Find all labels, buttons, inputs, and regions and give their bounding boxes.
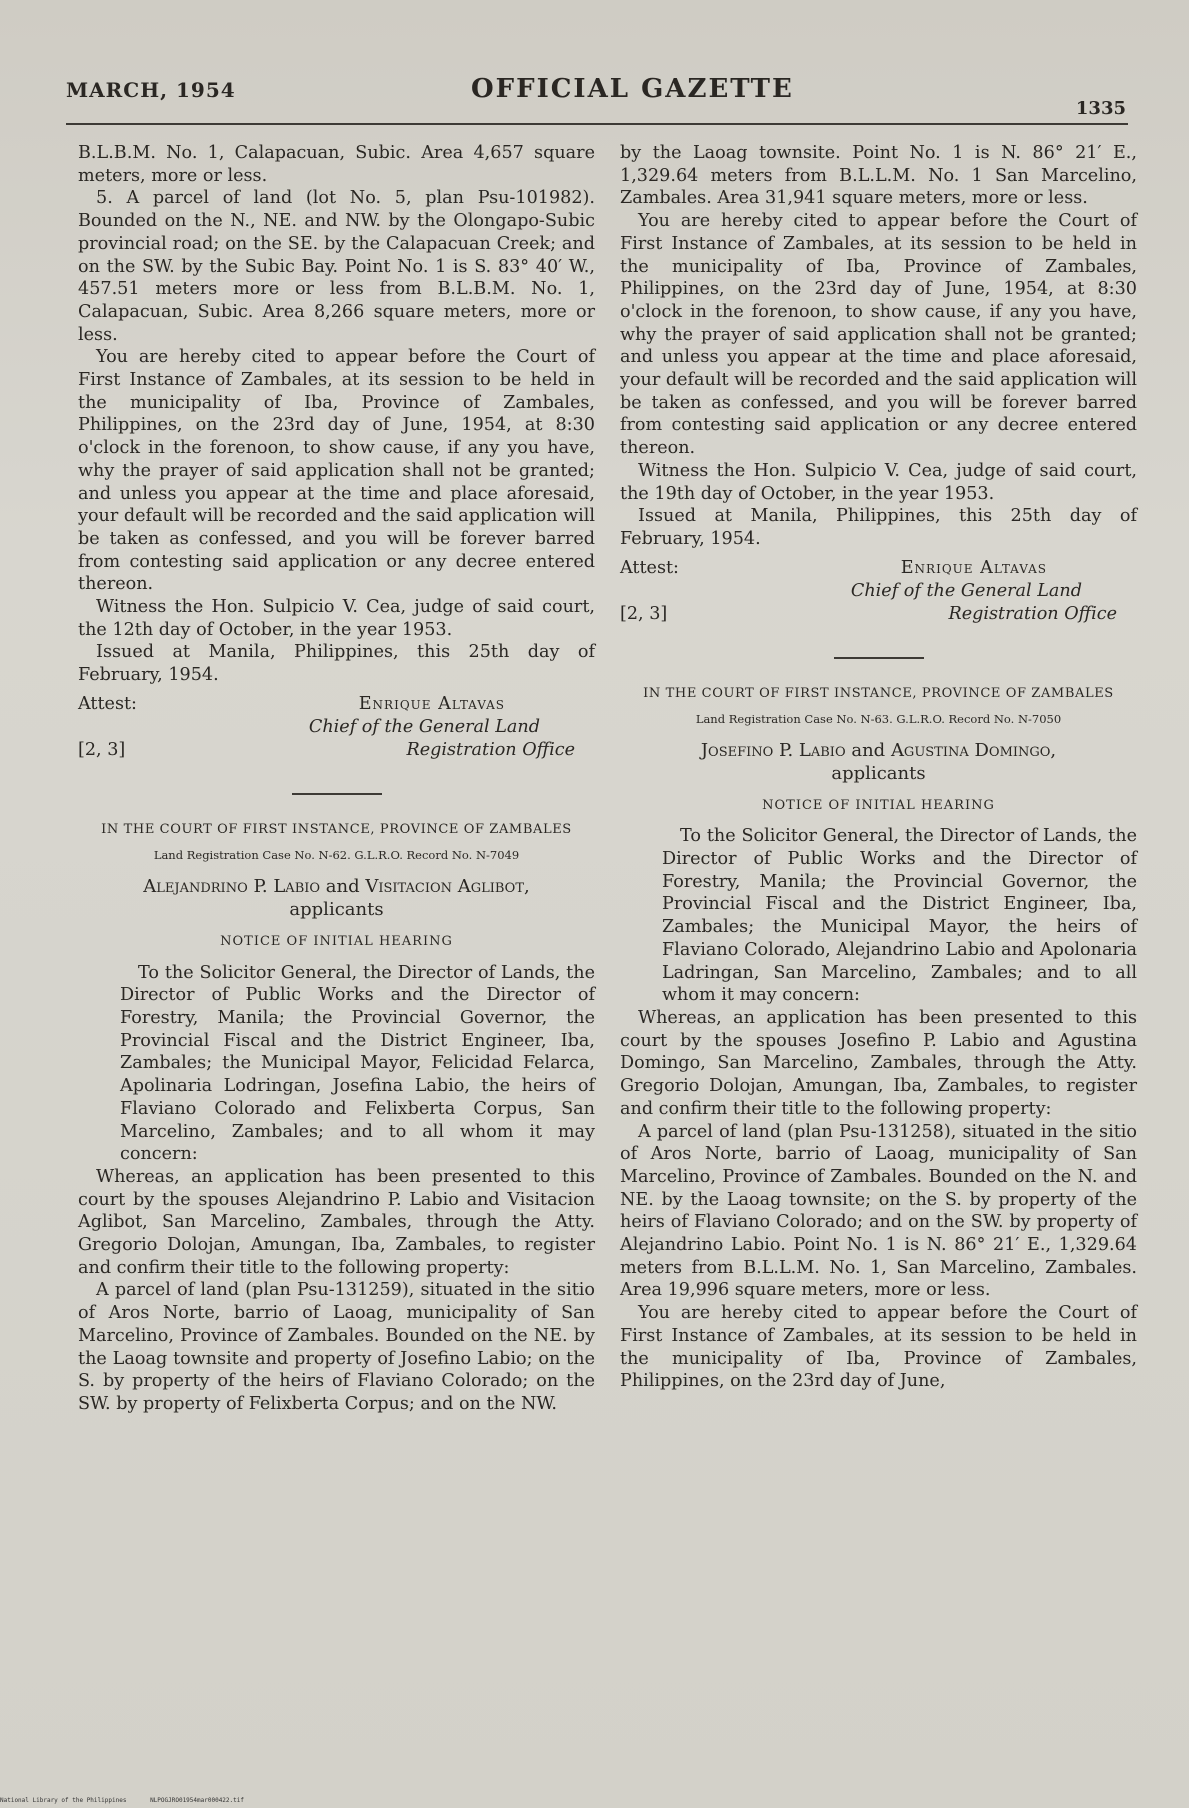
conjunction: and <box>325 875 360 897</box>
attestation-block <box>78 693 595 765</box>
paragraph: Issued at Manila, Philippines, this 25th day of February, 1954. <box>620 506 1137 549</box>
addressees: To the Solicitor General, the Director of Lands, the Director of Public Works and the Director of Forestry, Manila; the Provincial Governor, the Provincial Fiscal and the District Engineer, Iba, Zambales; the Municipal Mayor, Felicidad Felarca, Apolinaria Lodringan, Josefina Labio, the heirs of Flaviano Colorado and Felixberta Corpus, San Marcelino, Zambales; and to all whom it may concern: <box>120 962 595 1165</box>
attestation-block <box>620 557 1137 629</box>
court-heading: IN THE COURT OF FIRST INSTANCE, PROVINCE OF ZAMBALES <box>643 685 1114 701</box>
issue-reference: [2, 3] <box>78 739 126 760</box>
paragraph: You are hereby cited to appear before the Court of First Instance of Zambales, at its session to be held in the municipality of Iba, Province of Zambales, Philippines, on the 23rd day of June, <box>620 1303 1137 1392</box>
applicant-name: Agustina Domingo, <box>890 739 1057 761</box>
addressees: To the Solicitor General, the Director of Lands, the Director of Public Works and the Director of Forestry, Manila; the Provincial Governor, the Provincial Fiscal and the District Engineer, Iba, Zambales; the Municipal Mayor, the heirs of Flaviano Colorado, Alejandrino Labio and Apolonaria Ladringan, San Marcelino, Zambales; and to all whom it may concern: <box>662 826 1137 1006</box>
court-heading: IN THE COURT OF FIRST INSTANCE, PROVINCE OF ZAMBALES <box>101 821 572 837</box>
attest-label: Attest: <box>620 557 679 578</box>
paragraph: You are hereby cited to appear before the Court of First Instance of Zambales, at its session to be held in the municipality of Iba, Province of Zambales, Philippines, on the 23rd day of June, 1954, at 8:30 o'clock in the forenoon, to show cause, if any you have, why the prayer of said application shall not be granted; and unless you appear at the time and place aforesaid, your default will be recorded and the said application will be taken as confessed, and you will be forever barred from contesting said application or any decree entered thereon. <box>78 347 596 595</box>
right-column <box>620 142 1137 1393</box>
signer-name: Enrique Altavas <box>358 693 505 714</box>
applicant-name: Visitacion Aglibot, <box>365 875 530 897</box>
issue-reference: [2, 3] <box>620 603 668 624</box>
section-divider <box>834 657 924 659</box>
signer-name: Enrique Altavas <box>900 557 1047 578</box>
issue-date: MARCH, 1954 <box>66 78 236 102</box>
applicant-role: applicants <box>289 898 384 920</box>
applicant-role: applicants <box>831 762 926 784</box>
signer-title-cont: Registration Office <box>406 739 575 760</box>
left-column <box>78 142 595 1416</box>
paragraph: Whereas, an application has been presented to this court by the spouses Josefino P. Labio and Agustina Domingo, San Marcelino, Zambales, through the Atty. Gregorio Dolojan, Amungan, Iba, Zambales, to register and confirm their title to the following property: <box>620 1007 1137 1119</box>
paragraph: 5. A parcel of land (lot No. 5, plan Psu-101982). Bounded on the N., NE. and NW. by the Olongapo-Subic provincial road; on the SE. by the Calapacuan Creek; and on the SW. by the Subic Bay. Point No. 1 is S. 83° 40′ W., 457.51 meters more or less from B.L.B.M. No. 1, Calapacuan, Subic. Area 8,266 square meters, more or less. <box>78 188 595 345</box>
applicants <box>620 739 1137 785</box>
paragraph: A parcel of land (plan Psu-131258), situated in the sitio of Aros Norte, barrio of Laoag, municipality of San Marcelino, Province of Zambales. Bounded on the N. and NE. by the Laoag townsite; on the S. by property of the heirs of Flaviano Colorado; and on the SW. by property of Alejandrino Labio. Point No. 1 is N. 86° 21′ E., 1,329.64 meters from B.L.L.M. No. 1, San Marcelino, Zambales. Area 19,996 square meters, more or less. <box>620 1121 1137 1301</box>
paragraph: Issued at Manila, Philippines, this 25th day of February, 1954. <box>78 642 595 686</box>
library-credit: National Library of the Philippines <box>0 1797 127 1804</box>
paragraph: Whereas, an application has been presented to this court by the spouses Alejandrino P. Labio and Visitacion Aglibot, San Marcelino, Zambales, through the Atty. Gregorio Dolojan, Amungan, Iba, Zambales, to register and confirm their title to the following property: <box>78 1166 595 1278</box>
paragraph: Witness the Hon. Sulpicio V. Cea, judge of said court, the 12th day of October, in the year 1953. <box>78 597 595 640</box>
case-number: Land Registration Case No. N-62. G.L.R.O. Record No. N-7049 <box>153 847 520 862</box>
signer-title: Chief of the General Land <box>308 716 540 737</box>
page-number: 1335 <box>1075 98 1126 119</box>
section-divider <box>292 793 382 795</box>
paragraph: Witness the Hon. Sulpicio V. Cea, judge of said court, the 19th day of October, in the year 1953. <box>620 460 1137 504</box>
signer-title: Chief of the General Land <box>850 580 1082 601</box>
publication-title: OFFICIAL GAZETTE <box>471 74 794 104</box>
attest-label: Attest: <box>78 693 137 714</box>
paragraph: A parcel of land (plan Psu-131259), situated in the sitio of Aros Norte, barrio of Laoag, municipality of San Marcelino, Province of Zambales. Bounded on the NE. by the Laoag townsite and property of Josefino Labio; on the S. by property of the heirs of Flaviano Colorado; on the SW. by property of Felixberta Corpus; and on the NW. <box>78 1280 595 1414</box>
applicants <box>78 875 595 921</box>
conjunction: and <box>851 739 886 761</box>
case-number: Land Registration Case No. N-63. G.L.R.O. Record No. N-7050 <box>695 711 1062 726</box>
notice-heading: NOTICE OF INITIAL HEARING <box>220 933 453 949</box>
paragraph: B.L.B.M. No. 1, Calapacuan, Subic. Area 4,657 square meters, more or less. <box>78 143 595 186</box>
scan-footer <box>0 1797 264 1804</box>
scan-filename: NLPOGJRO01954mar000422.tif <box>150 1797 244 1804</box>
paragraph: You are hereby cited to appear before the Court of First Instance of Zambales, at its session to be held in the municipality of Iba, Province of Zambales, Philippines, on the 23rd day of June, 1954, at 8:30 o'clock in the forenoon, to show cause, if any you have, why the prayer of said application shall not be granted; and unless you appear at the time and place aforesaid, your default will be recorded and the said application will be taken as confessed, and you will be forever barred from contesting said application or any decree entered thereon. <box>620 211 1138 459</box>
paragraph: by the Laoag townsite. Point No. 1 is N. 86° 21′ E., 1,329.64 meters from B.L.L.M. No. 1 San Marcelino, Zambales. Area 31,941 square meters, more or less. <box>620 143 1137 209</box>
page-header <box>66 74 1126 119</box>
applicant-name: Josefino P. Labio <box>700 739 846 761</box>
applicant-name: Alejandrino P. Labio <box>143 875 321 897</box>
header-rule <box>66 123 1128 125</box>
signer-title-cont: Registration Office <box>948 603 1117 624</box>
notice-heading: NOTICE OF INITIAL HEARING <box>762 797 995 813</box>
